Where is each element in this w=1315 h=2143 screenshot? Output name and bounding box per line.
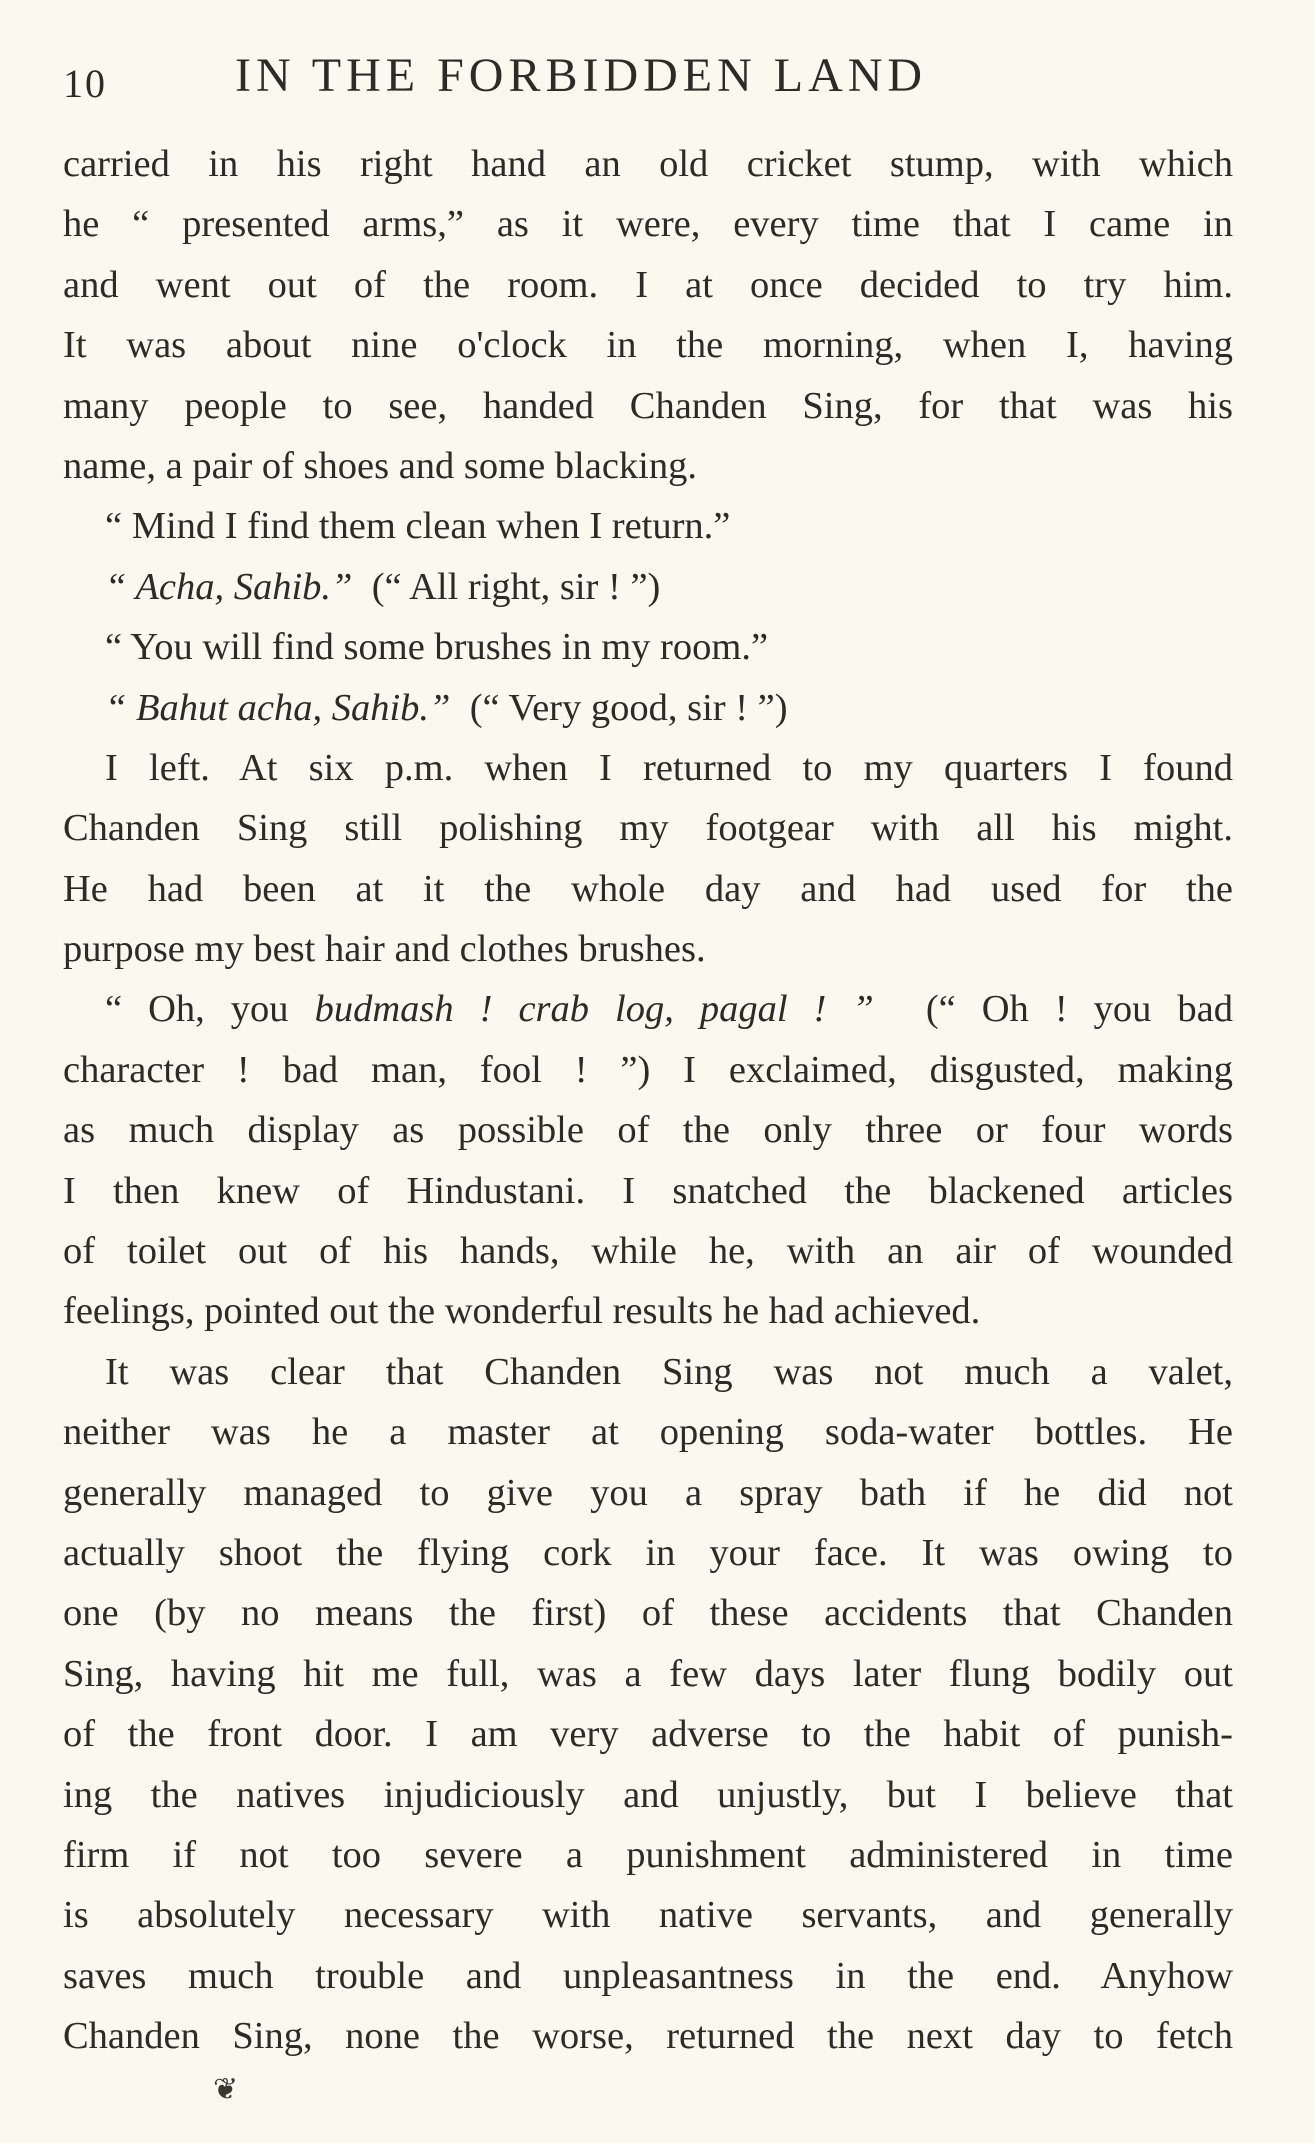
text-line: Sing, having hit me full, was a few days later flung bodily out — [63, 1652, 1233, 1695]
body-text — [63, 134, 1233, 2067]
text-line: I then knew of Hindustani. I snatched the blackened articles — [63, 1169, 1233, 1212]
text-line: one (by no means the first) of these accidents that Chanden — [63, 1592, 1233, 1635]
line-text: (“ Very good, sir ! ”) — [450, 686, 788, 729]
text-line: and went out of the room. I at once decided to try him. — [63, 263, 1233, 306]
page-number: 10 — [63, 61, 107, 106]
text-line: firm if not too severe a punishment administered in time — [63, 1833, 1233, 1876]
text-line: carried in his right hand an old cricket stump, with which — [63, 143, 1233, 185]
text-line: name, a pair of shoes and some blacking. — [63, 444, 697, 487]
line-text: (“ Oh ! you bad — [873, 988, 1233, 1031]
text-line: is absolutely necessary with native servants, and generally — [63, 1894, 1233, 1937]
line-text: “ Oh, you — [105, 988, 315, 1031]
italic-text: “ Bahut acha, Sahib.” — [105, 686, 451, 729]
text-line: neither was he a master at opening soda-water bottles. He — [63, 1411, 1233, 1454]
text-line: I left. At six p.m. when I returned to my quarters I found — [105, 746, 1233, 789]
italic-text: budmash ! crab log, pagal ! ” — [314, 988, 874, 1031]
text-line: It was about nine o'clock in the morning, when I, having — [63, 324, 1233, 367]
text-line: He had been at it the whole day and had used for the — [63, 867, 1233, 910]
text-line: actually shoot the flying cork in your face. It was owing to — [63, 1531, 1233, 1574]
text-line: purpose my best hair and clothes brushes. — [63, 928, 706, 971]
text-line: It was clear that Chanden Sing was not much a valet, — [105, 1350, 1233, 1393]
printer-ornament-icon: ❦ — [213, 2073, 239, 2106]
text-line: “ Mind I find them clean when I return.” — [105, 505, 731, 548]
text-line: “ You will find some brushes in my room.” — [105, 626, 769, 669]
text-line: Chanden Sing, none the worse, returned the next day to fetch — [63, 2015, 1233, 2058]
text-line — [63, 678, 1233, 738]
text-line — [63, 557, 1233, 617]
text-line: saves much trouble and unpleasantness in the end. Anyhow — [63, 1954, 1233, 1997]
text-line: feelings, pointed out the wonderful results he had achieved. — [63, 1290, 981, 1333]
book-page — [63, 0, 1243, 2143]
text-line: ing the natives injudiciously and unjustly, but I believe that — [63, 1773, 1233, 1816]
running-title: IN THE FORBIDDEN LAND — [235, 49, 928, 102]
text-line: generally managed to give you a spray bath if he did not — [63, 1471, 1233, 1514]
text-line: as much display as possible of the only three or four words — [63, 1109, 1233, 1152]
text-line — [63, 979, 1233, 1039]
text-line: of toilet out of his hands, while he, with an air of wounded — [63, 1230, 1233, 1273]
text-line: he “ presented arms,” as it were, every time that I came in — [63, 203, 1233, 246]
text-line: Chanden Sing still polishing my footgear with all his might. — [63, 807, 1233, 850]
text-line: character ! bad man, fool ! ”) I exclaimed, disgusted, making — [63, 1048, 1233, 1091]
italic-text: “ Acha, Sahib.” — [105, 565, 353, 608]
line-text: (“ All right, sir ! ”) — [352, 565, 661, 608]
text-line: many people to see, handed Chanden Sing, for that was his — [63, 384, 1233, 427]
running-head — [63, 48, 1243, 108]
text-line: of the front door. I am very adverse to the habit of punish- — [63, 1713, 1233, 1756]
